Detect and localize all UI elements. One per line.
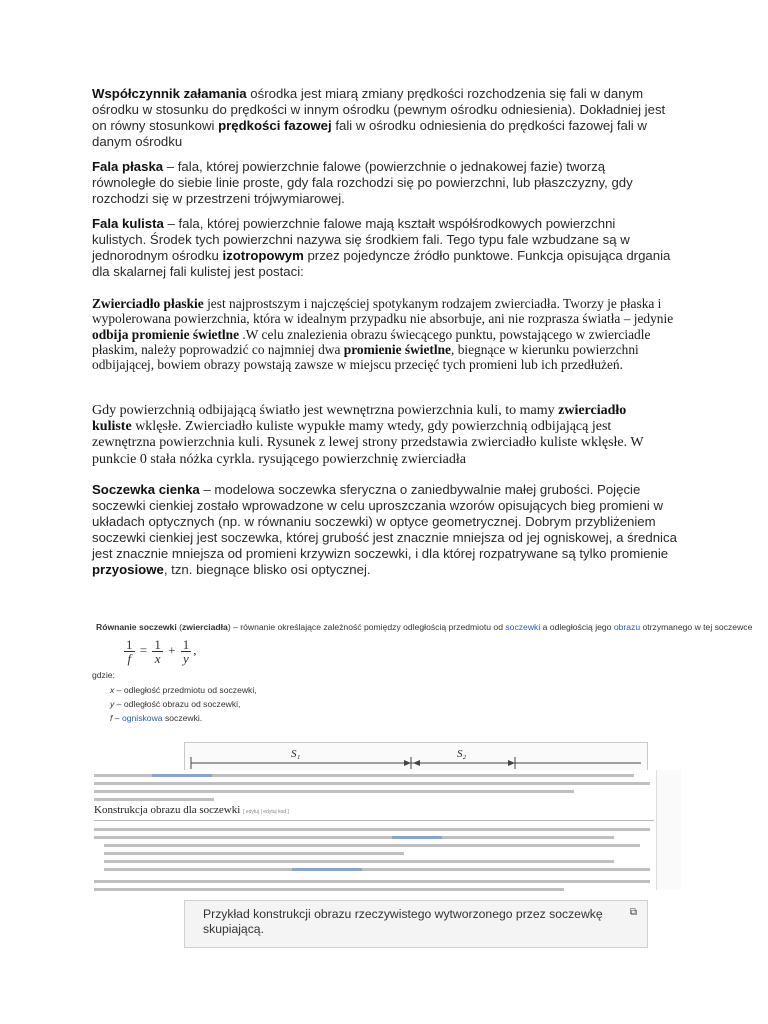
symbol: y: [110, 699, 115, 709]
term-bold: prędkości fazowej: [218, 118, 332, 134]
paragraph-text: , tzn. biegnące blisko osi optycznej.: [163, 562, 371, 578]
paragraph-text: wklęsłe. Zwierciadło kuliste wypukłe mamy wtedy, gdy powierzchnią odbijającą jest zewnętrzna powierzchnia kuli. Rysunek z lewej strony przedstawia zwierciadło kuliste wklęsłe. W punkcie 0 stała nóżka cyrkla. rysującego powierzchnię zwierciadła: [92, 419, 644, 467]
link-soczewki[interactable]: soczewki: [505, 622, 541, 632]
tiny-text-lines: [92, 770, 656, 898]
distance-diagram-svg: [185, 743, 647, 771]
term-bold: zwierciadło kuliste: [92, 403, 627, 435]
paragraph-text: – modelowa soczewka sferyczna o zaniedbywalnie małej grubości. Pojęcie soczewki cienkiej zostało wprowadzone w celu uproszczania wzorów opisujących bieg promieni w układach optycznych (np. w równaniu soczewki) w optyce geometrycznej. Dobrym przybliżeniem soczewki cienkiej jest soczewka, której grubość jest znacznie mniejsza od jej ogniskowej, a średnica jest znacznie mniejsza od promieni krzywizn soczewki, i dla której rozpatrywane są tylko promienie: [92, 482, 677, 562]
numerator: 1: [154, 637, 161, 652]
lens-construction-text: [92, 770, 656, 898]
term-bold: Fala płaska: [92, 159, 164, 174]
arrow-head: [508, 760, 515, 766]
lens-distance-diagram: [184, 742, 648, 772]
text: (: [176, 622, 182, 632]
paragraph-text: – fala, której powierzchnie falowe mają kształt współśrodkowych powierzchni kulistych. Środek tych powierzchni nazywa się środkiem fali. Tego typu fale wzbudzane są w jednorodnym ośrodku: [92, 216, 630, 264]
section-heading: [94, 806, 289, 816]
term-bold: Równanie soczewki: [96, 622, 177, 632]
paragraph-text: ośrodka jest miarą zmiany prędkości rozchodzenia się fali w danym ośrodku w stosunku do prędkości w innym ośrodku (pewnym ośrodku odniesienia). Dokładniej jest on równy stosunkowi: [92, 86, 666, 134]
fraction: [152, 638, 163, 665]
term-bold: Współczynnik załamania: [92, 86, 247, 101]
expand-icon[interactable]: ⧉: [629, 907, 637, 918]
cropped-side-panel: [656, 770, 681, 890]
text: ) – równanie określające zależność pomiędzy odległością przedmiotu od: [227, 622, 506, 632]
definition-text: –: [112, 713, 122, 723]
paragraph-text: fali w ośrodku odniesienia do prędkości fazowej fali w danym ośrodku: [92, 118, 647, 150]
definition-text: – odległość przedmiotu od soczewki,: [114, 685, 257, 695]
numerator: 1: [126, 637, 133, 652]
term-bold: zwierciadła: [181, 622, 228, 632]
paragraph-text: – fala, której powierzchnie falowe (powierzchnie o jednakowej fazie) tworzą równoległe do siebie linie proste, gdy fala rozchodzi się po powierzchni, lub płaszczyzny, gdy rozchodzi się w przestrzeni trójwymiarowej.: [92, 159, 633, 207]
link-ogniskowa[interactable]: ogniskowa: [121, 713, 163, 723]
term-bold: izotropowym: [222, 248, 304, 264]
definition-x: [110, 685, 257, 695]
paragraph-spherical-wave: [92, 216, 672, 280]
symbol: x: [110, 685, 115, 695]
paragraph-plane-wave: [92, 159, 672, 207]
caption-text: Przykład konstrukcji obrazu rzeczywistego wytworzonego przez soczewkę skupiającą.: [203, 907, 603, 936]
fraction: [124, 638, 135, 665]
paragraph-text: jest najprostszym i najczęściej spotykanym rodzajem zwierciadła. Tworzy je płaska i wypolerowana powierzchnia, która w idealnym przypadku nie absorbuje, ani nie rozprasza światła – jedynie: [92, 296, 674, 327]
term-bold: Soczewka cienka: [92, 482, 200, 497]
paragraph-text: , biegnące w kierunku powierzchni odbijającej, bowiem obrazy powstają zawsze w miejscu przecięć tych promieni lub ich przedłużeń.: [92, 341, 639, 373]
fraction: [181, 638, 192, 665]
denominator: x: [154, 651, 161, 666]
numerator: 1: [182, 637, 190, 652]
comma: ,: [193, 642, 197, 658]
image-caption: [184, 900, 648, 948]
edit-link[interactable]: [ edytuj | edytuj kod ]: [243, 809, 289, 815]
symbol: f: [110, 713, 113, 723]
lens-construction-screenshot: [92, 742, 656, 946]
plus-sign: +: [168, 642, 176, 658]
paragraph-text: .W celu znalezienia obrazu świecącego punktu, powstającego w zwierciadle płaskim, należy poprowadzić co najmniej dwa: [92, 326, 651, 357]
definition-f: [110, 713, 202, 723]
paragraph-plane-mirror: [92, 296, 682, 372]
lens-equation-title: [96, 622, 752, 632]
link-obrazu[interactable]: obrazu: [613, 622, 641, 632]
definition-text: soczewki.: [162, 713, 203, 723]
denominator: f: [127, 651, 132, 666]
paragraph-spherical-mirror: [92, 403, 667, 468]
term-bold: przyosiowe: [92, 562, 164, 578]
section-divider: [94, 820, 654, 821]
term-bold: Zwierciadło płaskie: [92, 296, 204, 311]
lens-formula: [122, 638, 196, 665]
term-bold: promienie świetlne: [343, 341, 451, 357]
term-bold: odbija promienie świetlne: [92, 326, 240, 342]
definition-y: [110, 699, 240, 709]
denominator: y: [183, 651, 189, 666]
paragraph-thin-lens: [92, 482, 677, 579]
paragraph-refractive-index: [92, 86, 672, 150]
text: otrzymanego w tej soczewce: [640, 622, 753, 632]
term-bold: Fala kulista: [92, 216, 164, 231]
where-label: gdzie:: [92, 670, 115, 680]
heading-text: Konstrukcja obrazu dla soczewki: [94, 804, 241, 816]
paragraph-text: przez pojedyncze źródło punktowe. Funkcja opisująca drgania dla skalarnej fali kulistej jest postaci:: [92, 248, 671, 280]
definition-text: – odległość obrazu od soczewki,: [114, 699, 241, 709]
label-s2: S₂: [457, 748, 467, 760]
label-s1: S₁: [291, 748, 301, 760]
equals-sign: =: [139, 642, 148, 658]
arrow-head: [413, 760, 420, 766]
paragraph-text: Gdy powierzchnią odbijającą światło jest wewnętrzna powierzchnia kuli, to mamy: [92, 403, 559, 418]
arrow-head: [404, 760, 411, 766]
lens-equation-screenshot: [92, 618, 768, 728]
text: a odległością jego: [540, 622, 614, 632]
